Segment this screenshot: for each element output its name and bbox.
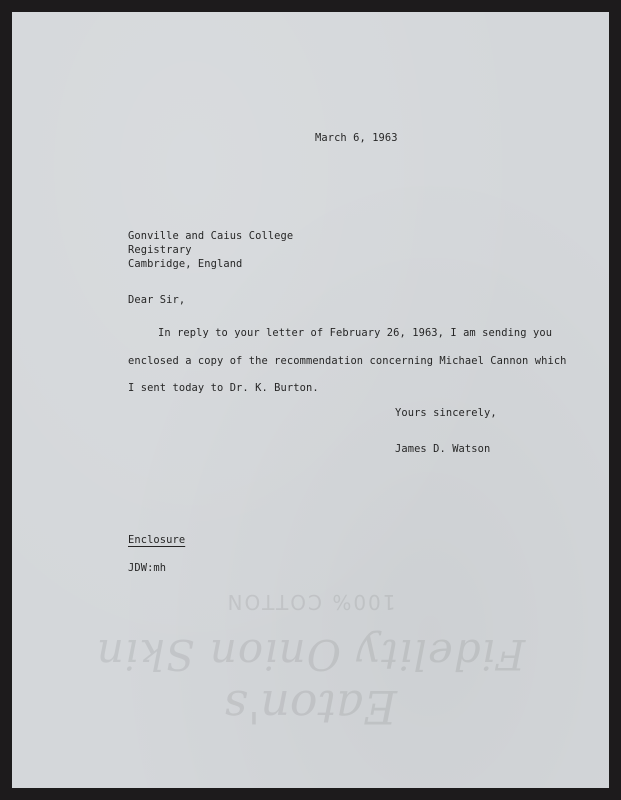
closing: Yours sincerely,: [395, 407, 497, 419]
letter-sheet: [12, 12, 609, 788]
watermark-grade: 100% COTTON: [225, 590, 396, 614]
letter-date: March 6, 1963: [315, 132, 398, 144]
watermark-logo: Eaton's: [223, 680, 398, 734]
recipient-line: Registrary: [128, 244, 192, 256]
body-line: enclosed a copy of the recommendation concerning Michael Cannon which: [128, 355, 567, 367]
signature-name: James D. Watson: [395, 443, 491, 455]
typist-initials: JDW:mh: [128, 562, 167, 574]
watermark-brand: Fidelity Onion Skin: [95, 630, 526, 679]
recipient-line: Cambridge, England: [128, 258, 243, 270]
enclosure-note: Enclosure: [128, 534, 186, 546]
salutation: Dear Sir,: [128, 294, 186, 306]
body-line: In reply to your letter of February 26, 1963, I am sending you: [158, 327, 553, 339]
recipient-line: Gonville and Caius College: [128, 230, 294, 242]
body-line: I sent today to Dr. K. Burton.: [128, 382, 319, 394]
